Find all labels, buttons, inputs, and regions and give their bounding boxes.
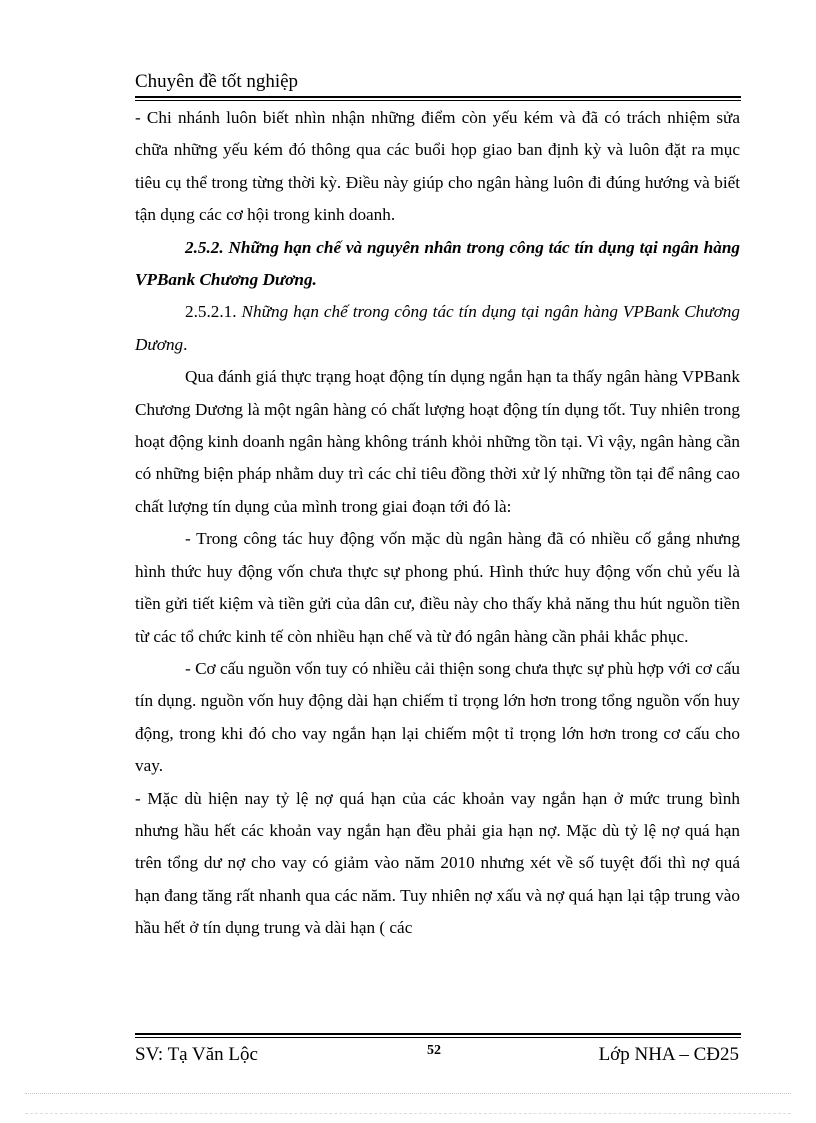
footer-class-label: Lớp NHA – CĐ25 [598,1044,739,1065]
document-header-title: Chuyên đề tốt nghiệp [135,71,299,92]
header-divider [135,96,741,101]
page-edge-line [25,1093,791,1094]
document-footer [135,1040,741,1070]
page-edge-dash [25,1113,791,1114]
subsection-title: Những hạn chế trong công tác tín dụng tại ngân hàng VPBank Chương Dương [135,302,740,354]
paragraph-1: - Chi nhánh luôn biết nhìn nhận những điểm còn yếu kém và đã có trách nhiệm sửa chữa những yếu kém đó thông qua các buổi họp giao ban định kỳ và luôn đặt ra mục tiêu cụ thể trong từng thời kỳ. Điều này giúp cho ngân hàng luôn đi đúng hướng và biết tận dụng các cơ hội trong kinh doanh. [135,108,740,225]
paragraph-4: - Trong công tác huy động vốn mặc dù ngân hàng đã có nhiều cố gắng nhưng hình thức huy động vốn chưa thực sự phong phú. Hình thức huy động vốn chủ yếu là tiền gửi tiết kiệm và tiền gửi của dân cư, điều này cho thấy khả năng thu hút nguồn tiền từ các tổ chức kinh tế còn nhiều hạn chế và từ đó ngân hàng cần phải khắc phục. [135,529,740,646]
subsection-number: 2.5.2.1. [185,302,242,322]
subsection-period: . [183,334,188,354]
paragraph-5: - Cơ cấu nguồn vốn tuy có nhiều cải thiện song chưa thực sự phù hợp với cơ cấu tín dụng. nguồn vốn huy động dài hạn chiếm tỉ trọng lớn hơn trong tổng nguồn vốn huy động, trong khi đó cho vay ngắn hạn lại chiếm một tỉ trọng lớn hơn trong cơ cấu cho vay. [135,658,740,776]
section-heading-2-5-2: 2.5.2. Những hạn chế và nguyên nhân trong công tác tín dụng tại ngân hàng VPBank Chương Dương. [135,237,740,290]
document-body [135,102,740,945]
paragraph-3: Qua đánh giá thực trạng hoạt động tín dụng ngắn hạn ta thấy ngân hàng VPBank Chương Dương là một ngân hàng có chất lượng hoạt động tín dụng tốt. Tuy nhiên trong hoạt động kinh doanh ngân hàng không tránh khỏi những tồn tại. Vì vậy, ngân hàng cần có những biện pháp nhằm duy trì các chỉ tiêu đồng thời xử lý những tồn tại để nâng cao chất lượng tín dụng của mình trong giai đoạn tới đó là: [135,367,740,516]
paragraph-6: - Mặc dù hiện nay tỷ lệ nợ quá hạn của các khoản vay ngắn hạn ở mức trung bình nhưng hầu hết các khoản vay ngắn hạn đều phải gia hạn nợ. Mặc dù tỷ lệ nợ quá hạn trên tổng dư nợ cho vay có giảm vào năm 2010 nhưng xét về số tuyệt đối thì nợ quá hạn đang tăng rất nhanh qua các năm. Tuy nhiên nợ xấu và nợ quá hạn lại tập trung vào hầu hết ở tín dụng trung và dài hạn ( các [135,788,740,938]
subsection-heading-2-5-2-1 [135,296,740,361]
footer-page-number: 52 [427,1043,441,1058]
footer-student-name: SV: Tạ Văn Lộc [135,1044,258,1065]
